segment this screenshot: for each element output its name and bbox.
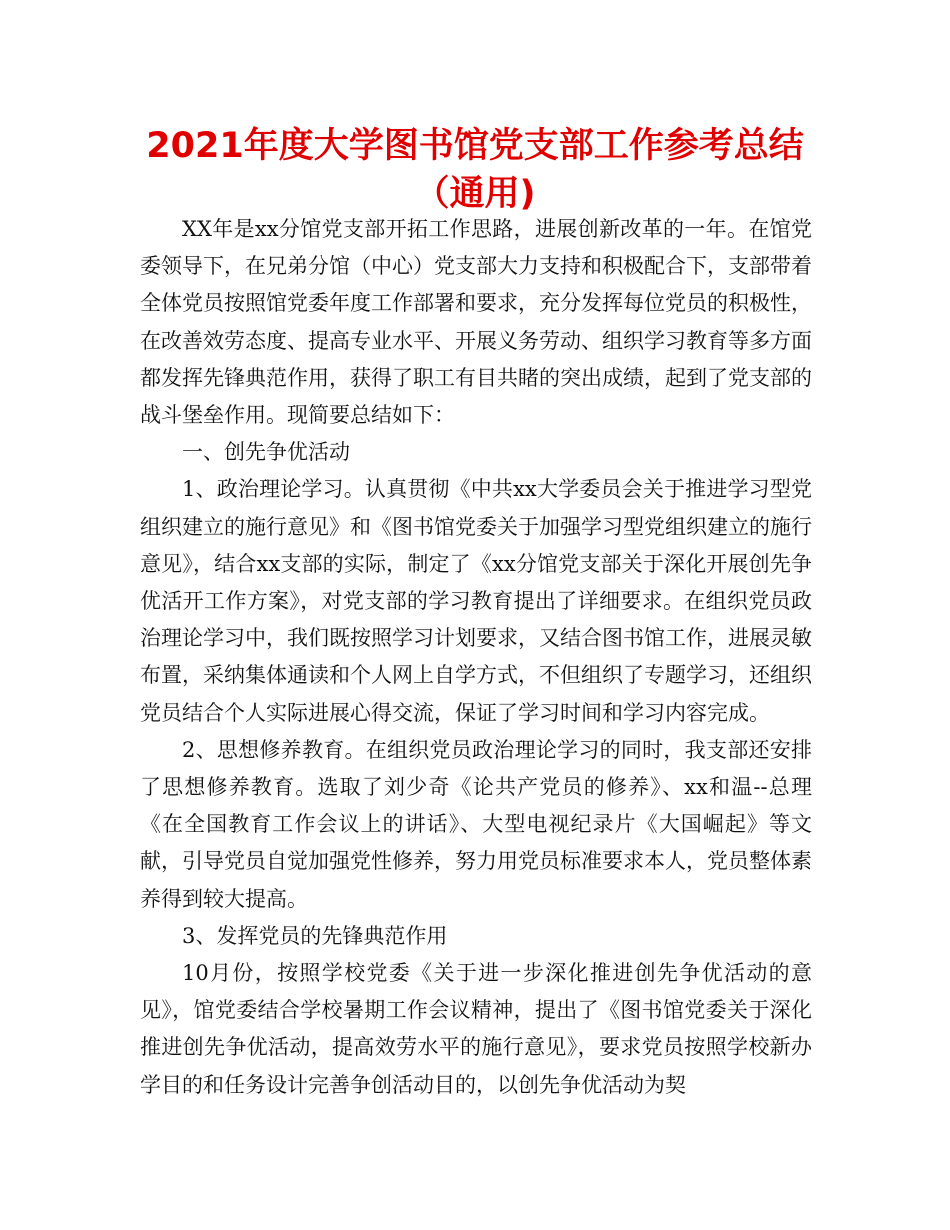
paragraph-october: 10月份，按照学校党委《关于进一步深化推进创先争优活动的意见》，馆党委结合学校暑期工作会议精神，提出了《图书馆党委关于深化推进创先争优活动，提高效劳水平的施行意见》，要求党员按照学校新办学目的和任务设计完善争创活动目的，以创先争优活动为契 (140, 961, 812, 1097)
paragraph-ideological-education: 2、思想修养教育。在组织党员政治理论学习的同时，我支部还安排了思想修养教育。选取了刘少奇《论共产党员的修养》、xx和温--总理《在全国教育工作会议上的讲话》、大型电视纪录片《大国崛起》等文献，引导党员自觉加强党性修养，努力用党员标准要求本人，党员整体素养得到较大提高。 (140, 737, 812, 911)
paragraph-political-study: 1、政治理论学习。认真贯彻《中共xx大学委员会关于推进学习型党组织建立的施行意见》和《图书馆党委关于加强学习型党组织建立的施行意见》，结合xx支部的实际，制定了《xx分馆党支部关于深化开展创先争优活开工作方案》，对党支部的学习教育提出了详细要求。在组织党员政治理论学习中，我们既按照学习计划要求，又结合图书馆工作，进展灵敏布置，采纳集体通读和个人网上自学方式，不但组织了专题学习，还组织党员结合个人实际进展心得交流，保证了学习时间和学习内容完成。 (140, 477, 812, 725)
document-title: 2021年度大学图书馆党支部工作参考总结（通用) (146, 126, 804, 214)
subsection-heading: 3、发挥党员的先锋典范作用 (182, 923, 448, 948)
section-heading: 一、创先争优活动 (182, 440, 350, 465)
paragraph-intro: XX年是xx分馆党支部开拓工作思路，进展创新改革的一年。在馆党委领导下，在兄弟分馆（中心）党支部大力支持和积极配合下，支部带着全体党员按照馆党委年度工作部署和要求，充分发挥每位党员的积极性，在改善效劳态度、提高专业水平、开展义务劳动、组织学习教育等多方面都发挥先锋典范作用，获得了职工有目共睹的突出成绩，起到了党支部的战斗堡垒作用。现简要总结如下： (140, 217, 812, 428)
document-body (140, 211, 812, 1104)
